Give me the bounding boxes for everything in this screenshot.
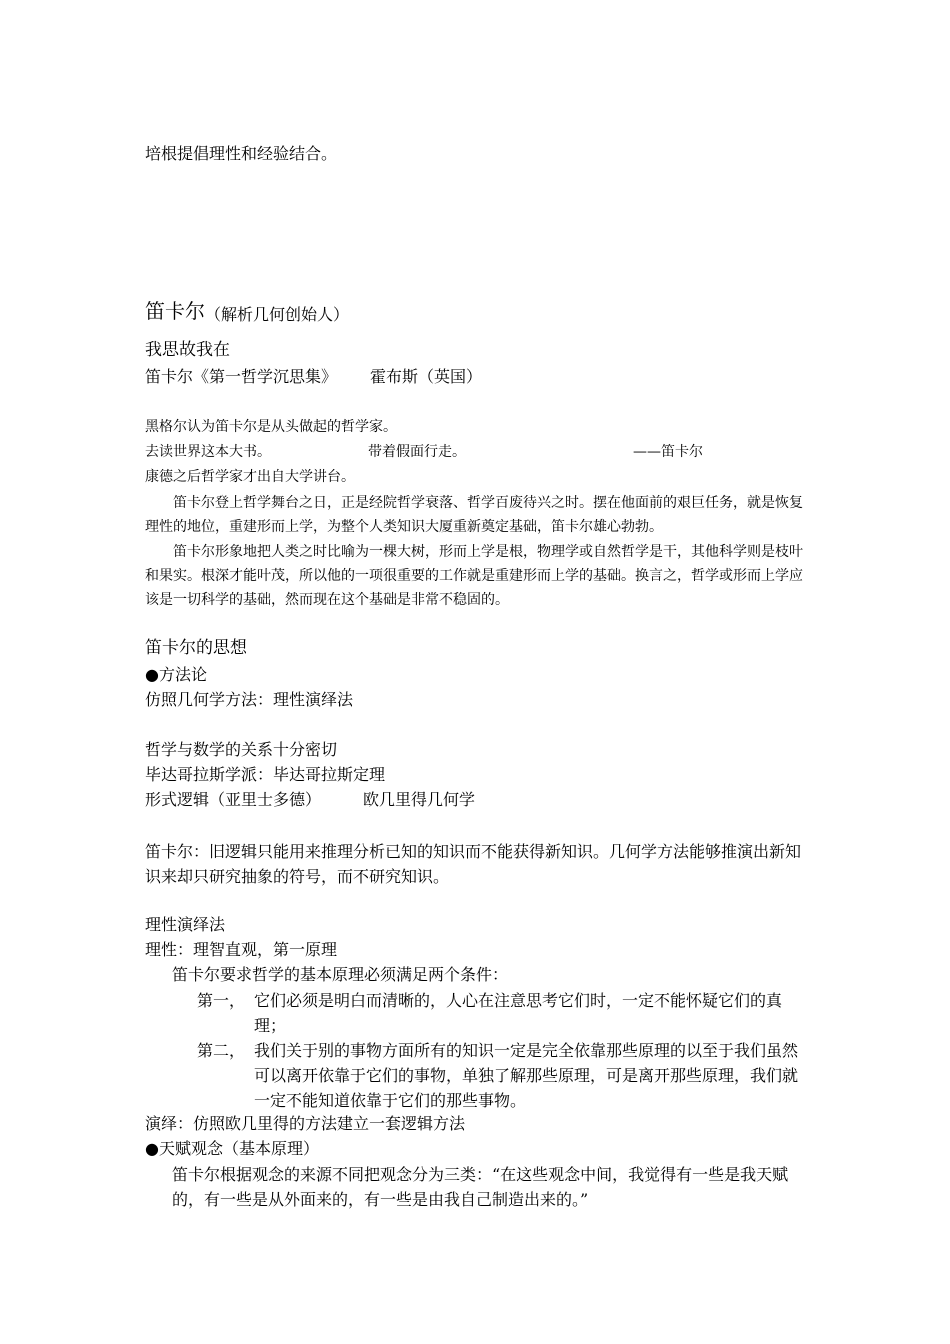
bullet-method: ●方法论	[145, 665, 207, 684]
deduction-line: 演绎：仿照欧几里得的方法建立一套逻辑方法	[145, 1114, 466, 1133]
condition-1-text: 它们必须是明白而清晰的，人心在注意思考它们时，一定不能怀疑它们的真理；	[254, 991, 783, 1035]
math-line-2: 毕达哥拉斯学派：毕达哥拉斯定理	[145, 765, 386, 784]
cogito-heading: 我思故我在	[145, 340, 230, 360]
innate-paragraph: 笛卡尔根据观念的来源不同把观念分为三类：“在这些观念中间，我觉得有一些是我天赋的，有一些是从外面来的，有一些是由我自己制造出来的。”	[172, 1165, 789, 1209]
note-mask: 带着假面行走。	[368, 444, 466, 460]
title-subtitle: （解析几何创始人）	[205, 305, 350, 324]
paragraph-stage: 笛卡尔登上哲学舞台之日，正是经院哲学衰落、哲学百废待兴之时。摆在他面前的艰巨任务，就是恢复理性的地位，重建形而上学，为整个人类知识大厦重新奠定基础，笛卡尔雄心勃勃。	[145, 495, 803, 535]
thought-heading: 笛卡尔的思想	[145, 638, 247, 658]
condition-2-label: 第二，	[197, 1041, 246, 1060]
bullet-innate: ●天赋观念（基本原理）	[145, 1139, 319, 1158]
math-line-1: 哲学与数学的关系十分密切	[145, 740, 338, 759]
condition-1-label: 第一，	[197, 991, 246, 1010]
title-main: 笛卡尔	[145, 299, 205, 323]
intro-line: 培根提倡理性和经验结合。	[145, 144, 338, 163]
math-line-3a: 形式逻辑（亚里士多德）	[145, 790, 322, 809]
paragraph-tree: 笛卡尔形象地把人类之时比喻为一棵大树，形而上学是根，物理学或自然哲学是干，其他科学则是枝叶和果实。根深才能叶茂，所以他的一项很重要的工作就是重建形而上学的基础。换言之，哲学或形而上学应该是一切科学的基础，然而现在这个基础是非常不稳固的。	[145, 544, 803, 608]
descartes-quote: 笛卡尔：旧逻辑只能用来推理分析已知的知识而不能获得新知识。几何学方法能够推演出新知识来却只研究抽象的符号，而不研究知识。	[145, 842, 802, 886]
rational-definition: 理性：理智直观，第一原理	[145, 940, 338, 959]
works-line-b: 霍布斯（英国）	[370, 367, 483, 386]
method-line: 仿照几何学方法：理性演绎法	[145, 690, 354, 709]
note-read-world: 去读世界这本大书。	[145, 444, 271, 460]
conditions-intro: 笛卡尔要求哲学的基本原理必须满足两个条件：	[172, 965, 509, 984]
math-line-3b: 欧几里得几何学	[363, 790, 476, 809]
condition-1	[197, 988, 809, 1038]
condition-2	[197, 1038, 809, 1113]
note-hegel: 黑格尔认为笛卡尔是从头做起的哲学家。	[145, 419, 397, 435]
note-attribution: ——笛卡尔	[633, 444, 703, 460]
note-kant: 康德之后哲学家才出自大学讲台。	[145, 469, 355, 485]
condition-2-text: 我们关于别的事物方面所有的知识一定是完全依靠那些原理的以至于我们虽然可以离开依靠于它们的事物，单独了解那些原理，可是离开那些原理，我们就一定不能知道依靠于它们的那些事物。	[254, 1041, 799, 1110]
works-line-a: 笛卡尔《第一哲学沉思集》	[145, 367, 338, 386]
rational-heading: 理性演绎法	[145, 915, 226, 934]
section-title	[145, 299, 350, 324]
